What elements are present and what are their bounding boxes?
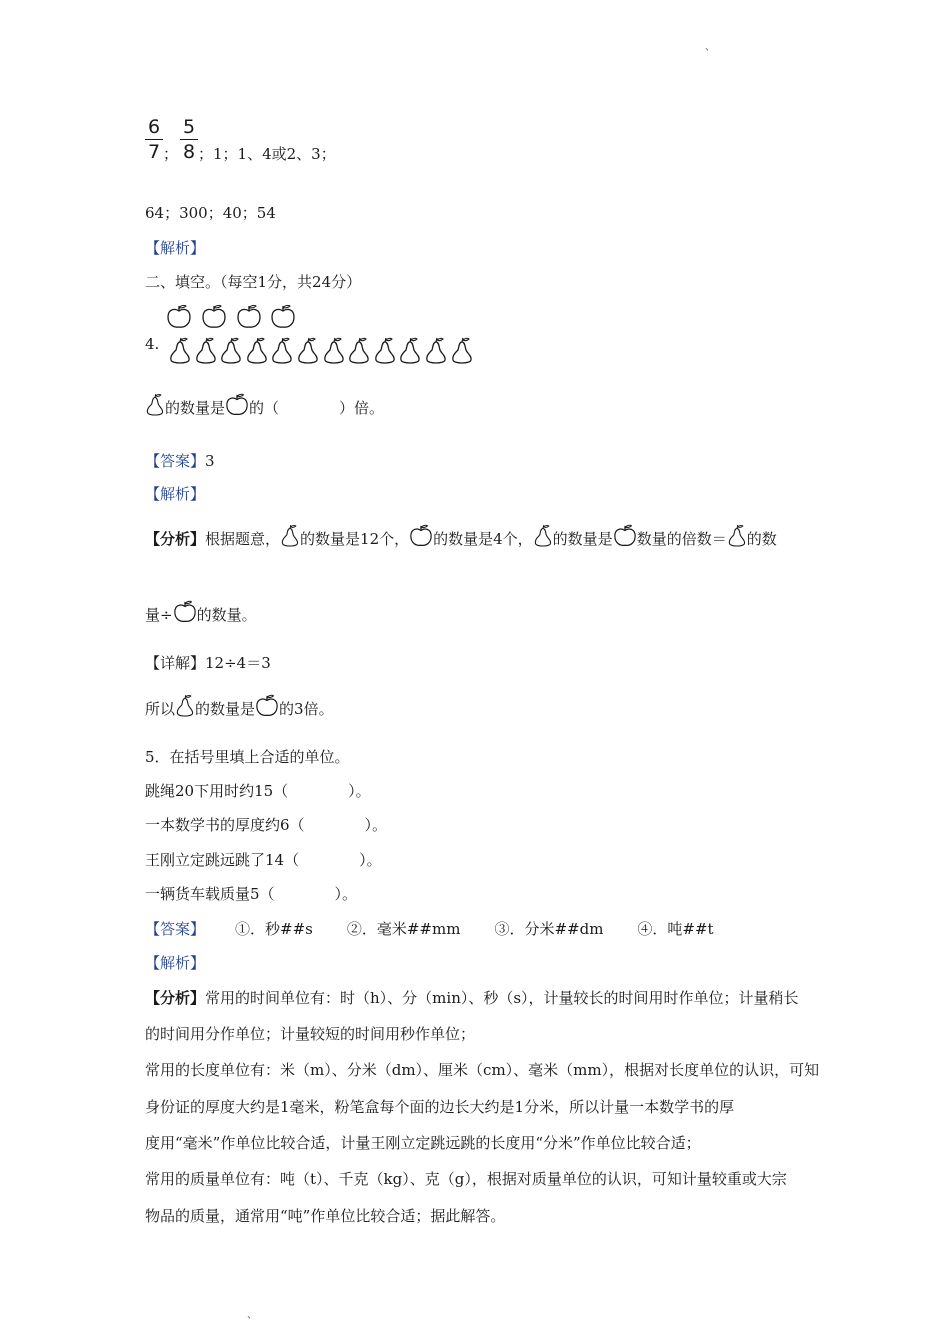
q5-item: 王刚立定跳远跳了14（ ）。 (145, 851, 382, 869)
analysis-label: 【分析】 (145, 530, 206, 548)
apple-icon (225, 393, 249, 417)
fraction-denominator: 7 (147, 141, 161, 163)
q4-answer (145, 451, 215, 471)
fraction-denominator: 8 (182, 141, 196, 163)
answers-line-1-tail: ；1；1、4或2、3； (198, 145, 336, 163)
apple-icon (270, 304, 296, 330)
pear-icon (194, 337, 218, 365)
q4-jiexi-label: 【解析】 (145, 485, 206, 503)
answer-item: ②．毫米##mm (346, 920, 461, 938)
q5-title: 5．在括号里填上合适的单位。 (145, 748, 350, 766)
apple-row (166, 304, 296, 330)
conclusion-text: 的3倍。 (279, 700, 334, 718)
pear-icon (219, 337, 243, 365)
analysis-text: 数量的倍数＝ (636, 530, 727, 548)
pear-icon (296, 337, 320, 365)
jiexi-label: 【解析】 (145, 239, 206, 257)
separator: ； (163, 145, 179, 163)
q5-analysis-line: 的时间用分作单位；计量较短的时间用秒作单位； (145, 1025, 476, 1043)
q5-analysis-line: 身份证的厚度大约是1毫米，粉笔盒每个面的边长大约是1分米，所以计量一本数学书的厚 (145, 1098, 735, 1116)
pear-icon (398, 337, 422, 365)
pear-icon (424, 337, 448, 365)
detail-label: 【详解】 (145, 654, 206, 672)
q5-analysis-line: 度用“毫米”作单位比较合适，计量王刚立定跳远跳的长度用“分米”作单位比较合适； (145, 1134, 701, 1152)
pear-icon (168, 337, 192, 365)
q5-item: 一本数学书的厚度约6（ ）。 (145, 816, 388, 834)
answers-line-2: 64；300；40；54 (145, 204, 276, 222)
q4-conclusion (145, 693, 334, 725)
pear-icon (322, 337, 346, 365)
apple-icon (409, 524, 433, 548)
pear-icon (280, 524, 300, 548)
analysis-text: 的数量是4个， (433, 530, 533, 548)
pear-icon (373, 337, 397, 365)
apple-icon (255, 694, 279, 718)
q5-analysis-line: 物品的质量，通常用“吨”作单位比较合适；据此解答。 (145, 1207, 506, 1225)
analysis-label: 【分析】 (145, 989, 206, 1007)
analysis-text: 的数量是 (552, 530, 613, 548)
pear-icon (175, 694, 195, 718)
answer-item: ③．分米##dm (494, 920, 604, 938)
fraction-numerator: 6 (147, 116, 161, 138)
fraction-six-sevenths (145, 116, 163, 163)
q5-analysis-line: 常用的长度单位有：米（m）、分米（dm）、厘米（cm）、毫米（mm），根据对长度单位的认识，可知 (145, 1061, 820, 1079)
fraction-numerator: 5 (182, 116, 196, 138)
section-title: 二、填空。（每空1分，共24分） (145, 273, 362, 291)
analysis-text: 根据题意， (205, 530, 281, 548)
pear-row (168, 337, 474, 365)
detail-value: 12÷4＝3 (205, 654, 271, 672)
q4-analysis-line-2 (145, 598, 257, 632)
apple-icon (236, 304, 262, 330)
header-mark: 、 (705, 42, 715, 53)
pear-icon (347, 337, 371, 365)
q5-answer (145, 919, 748, 939)
answer-value: 3 (205, 452, 215, 470)
q5-item: 一辆货车载质量5（ ）。 (145, 885, 358, 903)
pear-icon (533, 524, 553, 548)
footer-mark: 、 (247, 1310, 257, 1321)
apple-icon (173, 600, 197, 624)
pear-icon (245, 337, 269, 365)
question-number: 4. (145, 335, 160, 353)
conclusion-text: 所以 (145, 700, 176, 718)
apple-icon (166, 304, 192, 330)
q4-detail (145, 653, 271, 673)
q5-item: 跳绳20下用时约15（ ）。 (145, 782, 371, 800)
answer-item: ①．秒##s (235, 920, 313, 938)
q4-question (145, 392, 384, 424)
conclusion-text: 的数量是 (195, 700, 256, 718)
pear-icon (727, 524, 747, 548)
fraction-five-eighths (180, 116, 198, 163)
pear-icon (270, 337, 294, 365)
apple-icon (201, 304, 227, 330)
analysis-text: 的数量。 (196, 606, 257, 624)
q5-analysis-line: 常用的质量单位有：吨（t）、千克（kg）、克（g），根据对质量单位的认识，可知计量较重或大宗 (145, 1170, 787, 1188)
answer-item: ④．吨##t (637, 920, 714, 938)
pear-icon (450, 337, 474, 365)
answer-label: 【答案】 (145, 920, 206, 938)
q4-text-2: 的（ ）倍。 (249, 399, 385, 417)
analysis-text: 量÷ (145, 606, 173, 624)
analysis-text: 常用的时间单位有：时（h）、分（min）、秒（s），计量较长的时间用时作单位；计量稍长 (205, 989, 799, 1007)
fraction-bar (145, 139, 163, 140)
q5-analysis-line (145, 988, 799, 1008)
fraction-bar (180, 139, 198, 140)
q4-text-1: 的数量是 (165, 399, 226, 417)
analysis-text: 的数量是12个， (300, 530, 410, 548)
pear-icon (145, 393, 165, 417)
apple-icon (613, 524, 637, 548)
q4-analysis-line-1 (145, 522, 777, 556)
q5-jiexi-label: 【解析】 (145, 954, 206, 972)
analysis-text: 的数 (746, 530, 777, 548)
answer-label: 【答案】 (145, 452, 206, 470)
